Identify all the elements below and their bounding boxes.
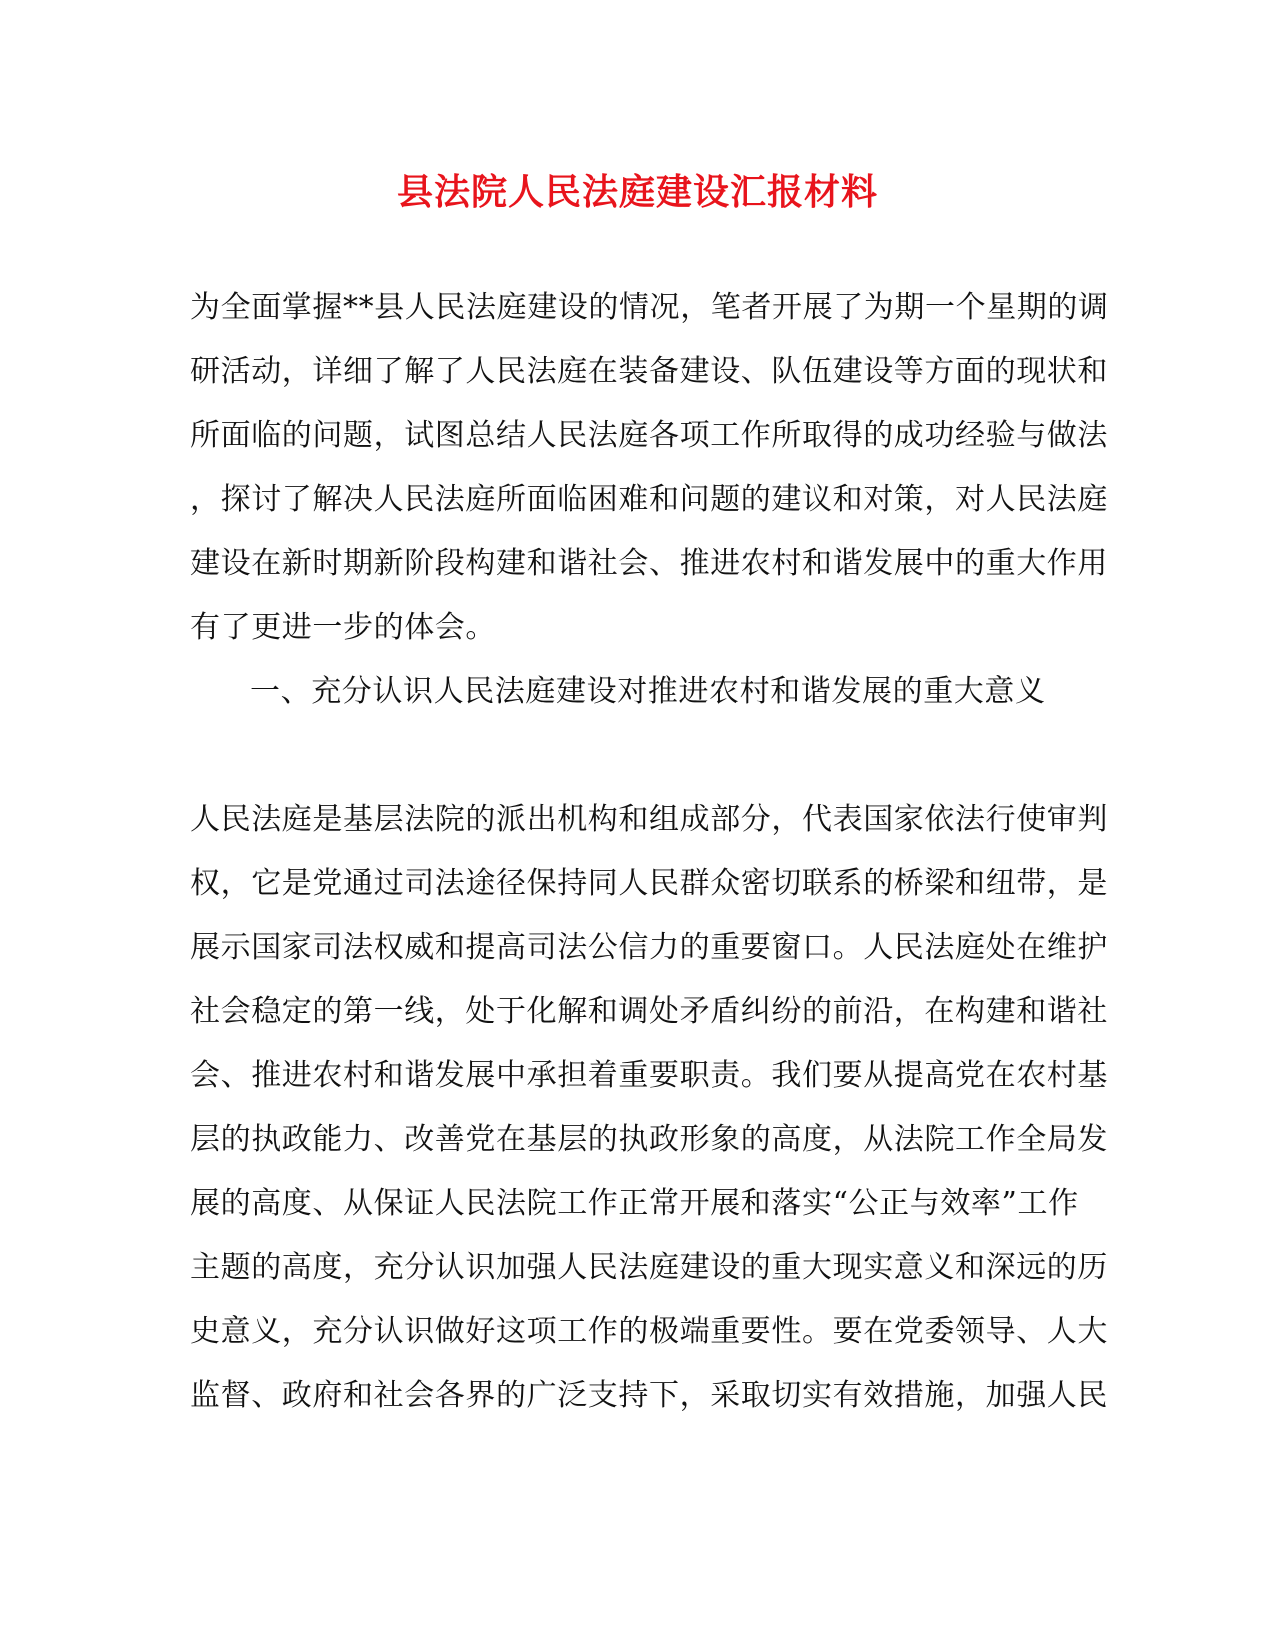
- paragraph-line: 研活动，详细了解了人民法庭在装备建设、队伍建设等方面的现状和: [190, 354, 1108, 389]
- section-heading: 一、充分认识人民法庭建设对推进农村和谐发展的重大意义: [250, 674, 1046, 709]
- section-spacer: [190, 724, 1070, 788]
- document-body: [190, 276, 1109, 1428]
- paragraph-line: 权，它是党通过司法途径保持同人民群众密切联系的桥梁和纽带，是: [190, 866, 1108, 901]
- paragraph-line: 人民法庭是基层法院的派出机构和组成部分，代表国家依法行使审判: [190, 802, 1108, 837]
- intro-paragraph: [190, 276, 1109, 660]
- paragraph-line: 会、推进农村和谐发展中承担着重要职责。我们要从提高党在农村基: [190, 1058, 1108, 1093]
- paragraph-line: 展的高度、从保证人民法院工作正常开展和落实“公正与效率”工作: [190, 1186, 1079, 1221]
- paragraph-line: ，探讨了解决人民法庭所面临困难和问题的建议和对策，对人民法庭: [190, 482, 1108, 517]
- paragraph-line: 建设在新时期新阶段构建和谐社会、推进农村和谐发展中的重大作用: [190, 546, 1108, 581]
- paragraph-line: 主题的高度，充分认识加强人民法庭建设的重大现实意义和深远的历: [190, 1250, 1108, 1285]
- body-paragraph: [190, 788, 1108, 1428]
- paragraph-line: 社会稳定的第一线，处于化解和调处矛盾纠纷的前沿，在构建和谐社: [190, 994, 1108, 1029]
- paragraph-line: 为全面掌握**县人民法庭建设的情况，笔者开展了为期一个星期的调: [190, 290, 1109, 325]
- paragraph-line: 有了更进一步的体会。: [190, 610, 496, 645]
- paragraph-line: 所面临的问题，试图总结人民法庭各项工作所取得的成功经验与做法: [190, 418, 1108, 453]
- paragraph-line: 史意义，充分认识做好这项工作的极端重要性。要在党委领导、人大: [190, 1314, 1108, 1349]
- paragraph-line: 层的执政能力、改善党在基层的执政形象的高度，从法院工作全局发: [190, 1122, 1108, 1157]
- paragraph-line: 监督、政府和社会各界的广泛支持下，采取切实有效措施，加强人民: [190, 1378, 1108, 1413]
- document-title: 县法院人民法庭建设汇报材料: [396, 171, 878, 213]
- paragraph-line: 展示国家司法权威和提高司法公信力的重要窗口。人民法庭处在维护: [190, 930, 1108, 965]
